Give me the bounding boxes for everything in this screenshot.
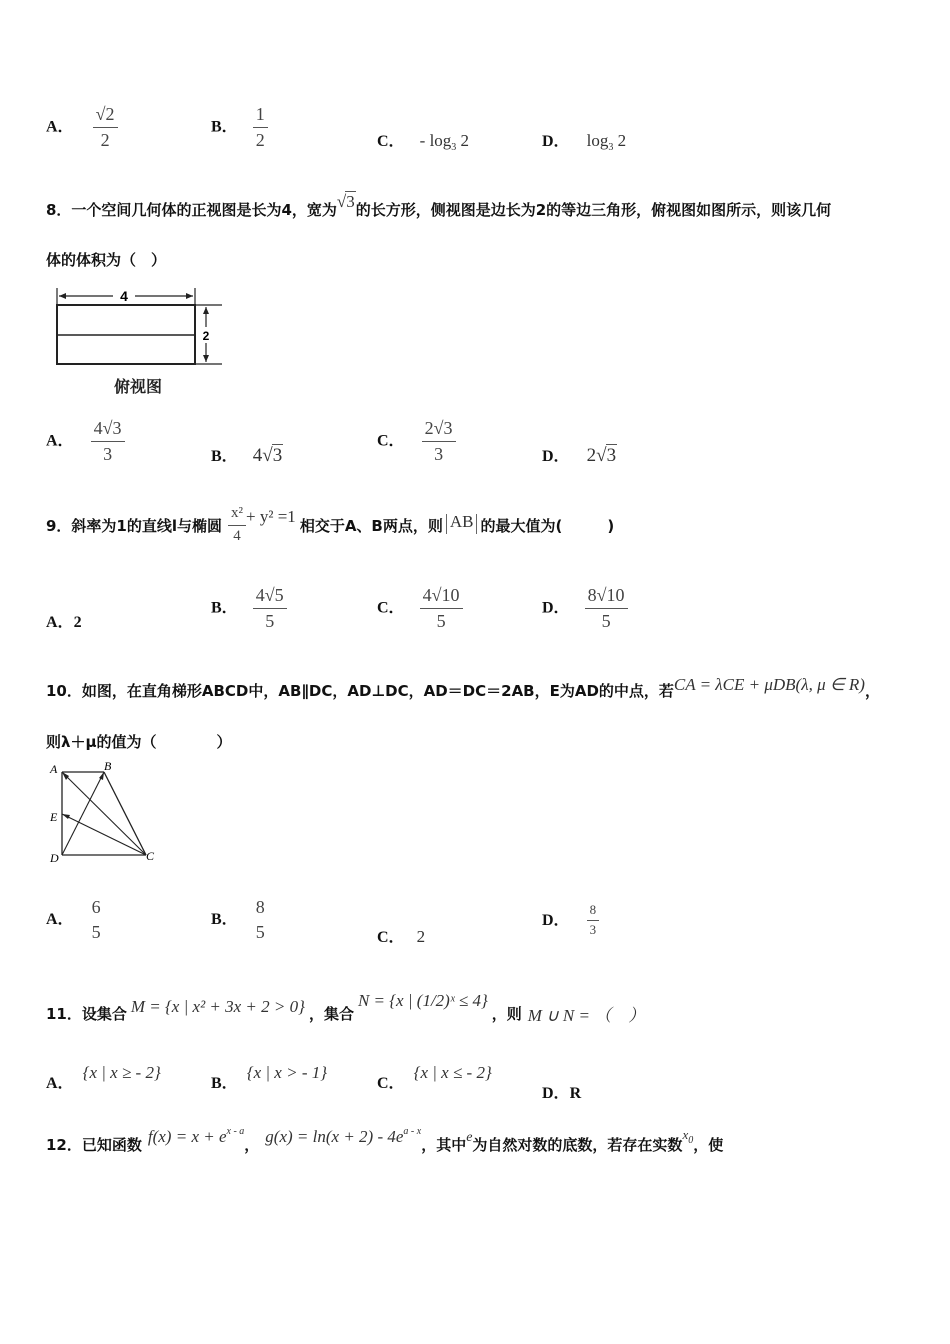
option-label: A． <box>46 432 74 450</box>
fraction: $\frac{√2}{2}$ <box>93 104 118 150</box>
q10-stem-line2: 则λ＋μ的值为（ ） <box>46 733 232 751</box>
q8-option-b[interactable]: B． 4√3 <box>211 445 283 466</box>
label-d: D <box>50 851 59 865</box>
option-label: A． <box>46 614 74 631</box>
q8-option-c[interactable] <box>377 418 456 464</box>
option-label: A． <box>46 911 74 929</box>
q8-option-a[interactable] <box>46 418 125 464</box>
q10-option-c[interactable]: C． 2 <box>377 927 426 946</box>
fraction: $\frac{8√10}{5}$ <box>585 585 628 631</box>
q9-option-d[interactable] <box>542 585 628 631</box>
q11-option-a[interactable]: A． {x | x ≥ - 2} <box>46 1063 161 1092</box>
q7-option-b[interactable] <box>211 104 268 150</box>
q9-option-c[interactable] <box>377 585 463 631</box>
q10-option-a[interactable] <box>46 897 104 942</box>
label-b: B <box>104 759 112 773</box>
ellipse-x-term: $\frac{\text{x²}}{4}$ <box>228 505 246 545</box>
q9-stem: 9．斜率为1的直线l与椭圆 $\frac{\text{x²}}{4}$ + y² =1 相交于A、B两点，则 AB 的最大值为( ) <box>46 505 615 544</box>
option-label: B． <box>211 448 238 465</box>
option-label: D． <box>542 911 570 929</box>
option-label: D． <box>542 599 570 617</box>
q8-top-view-figure <box>50 284 230 399</box>
fraction: $\frac{4√5}{5}$ <box>253 585 287 631</box>
option-label: D． <box>542 448 570 465</box>
vector-ce <box>62 814 146 855</box>
fraction: $\frac{8}{3}$ <box>587 903 600 938</box>
fraction: $\frac{4√10}{5}$ <box>420 585 463 631</box>
fraction: $\frac{4√3}{3}$ <box>91 418 125 464</box>
q7-option-a[interactable] <box>46 104 118 150</box>
q12-stem: 12．已知函数 $f(x) = x + e^{x - a}$ ， $g(x) = \ln(x + 2) - 4e^{a - x}$ ，其中 e 为自然对数的底数，若存在实数 $x_0$ ，使 <box>46 1125 724 1154</box>
q8-stem-line2: 体的体积为（ ） <box>46 251 167 269</box>
option-label: D． <box>542 133 570 150</box>
label-e: E <box>50 810 58 824</box>
set-n: N = {x | (1/2)ˣ ≤ 4} <box>357 991 488 1010</box>
q11-option-d[interactable]: D．R <box>542 1085 582 1102</box>
q7-option-c[interactable]: C． - $\log_3 2$ <box>377 131 470 153</box>
option-label: B． <box>211 911 238 929</box>
vector-db <box>62 772 104 855</box>
vector-formula: CA = λCE + μDB(λ, μ ∈ R) <box>673 675 865 694</box>
union-expr: M ∪ N = （ ） <box>527 1005 646 1025</box>
set-m: M = {x | x² + 3x + 2 > 0} <box>130 997 305 1016</box>
option-label: C． <box>377 1075 405 1092</box>
fraction: 6 5 <box>91 897 101 942</box>
figure-caption: 俯视图 <box>113 377 163 396</box>
q9-option-b[interactable] <box>211 585 287 631</box>
q10-trapezoid-figure <box>44 758 164 868</box>
vector-ca <box>62 772 146 855</box>
q8-stem-line1: 8．一个空间几何体的正视图是长为4，宽为√3的长方形，侧视图是边长为2的等边三角形，俯视图如图所示，则该几何 <box>46 192 832 219</box>
option-label: B． <box>211 599 238 617</box>
option-label: B． <box>211 118 238 136</box>
q11-stem: 11．设集合 M = {x | x² + 3x + 2 > 0} ，集合 N = {x | (1/2)ˣ ≤ 4} ，则 M ∪ N = （ ） <box>46 991 646 1025</box>
option-label: C． <box>377 432 405 450</box>
function-f: $f(x) = x + e^{x - a}$ <box>147 1125 245 1146</box>
option-label: B． <box>211 1075 238 1092</box>
q10-option-d[interactable] <box>542 903 599 938</box>
dim-top-label: 4 <box>120 288 128 304</box>
label-a: A <box>50 762 58 776</box>
option-label: C． <box>377 599 405 617</box>
x-zero: $x_0$ <box>682 1126 694 1146</box>
q7-option-d[interactable]: D． $\log_3 2$ <box>542 131 627 153</box>
option-label: C． <box>377 929 405 946</box>
dim-side-label: 2 <box>202 329 210 343</box>
q10-option-b[interactable] <box>211 897 268 942</box>
fraction: $\frac{1}{2}$ <box>253 104 268 150</box>
q11-option-b[interactable]: B． {x | x > - 1} <box>211 1063 328 1092</box>
fraction: $\frac{2√3}{3}$ <box>422 418 456 464</box>
option-label: A． <box>46 1075 74 1092</box>
sqrt-value: √3 <box>336 192 355 211</box>
q8-option-d[interactable]: D． 2√3 <box>542 445 617 466</box>
q10-stem-line1: 10．如图，在直角梯形ABCD中，AB∥DC，AD⊥DC，AD＝DC＝2AB，E为AD的中点，若CA = λCE + μDB(λ, μ ∈ R)， <box>46 675 880 700</box>
q9-option-a[interactable]: A．2 <box>46 614 82 631</box>
function-g: $g(x) = \ln(x + 2) - 4e^{a - x}$ <box>265 1125 422 1146</box>
option-label: D． <box>542 1085 570 1102</box>
fraction: 8 5 <box>255 897 265 942</box>
option-label: C． <box>377 133 405 150</box>
option-label: A． <box>46 118 74 136</box>
abs-ab: AB <box>443 512 481 533</box>
q11-option-c[interactable]: C． {x | x ≤ - 2} <box>377 1063 492 1092</box>
label-c: C <box>146 849 155 863</box>
edge-bc <box>104 772 146 855</box>
